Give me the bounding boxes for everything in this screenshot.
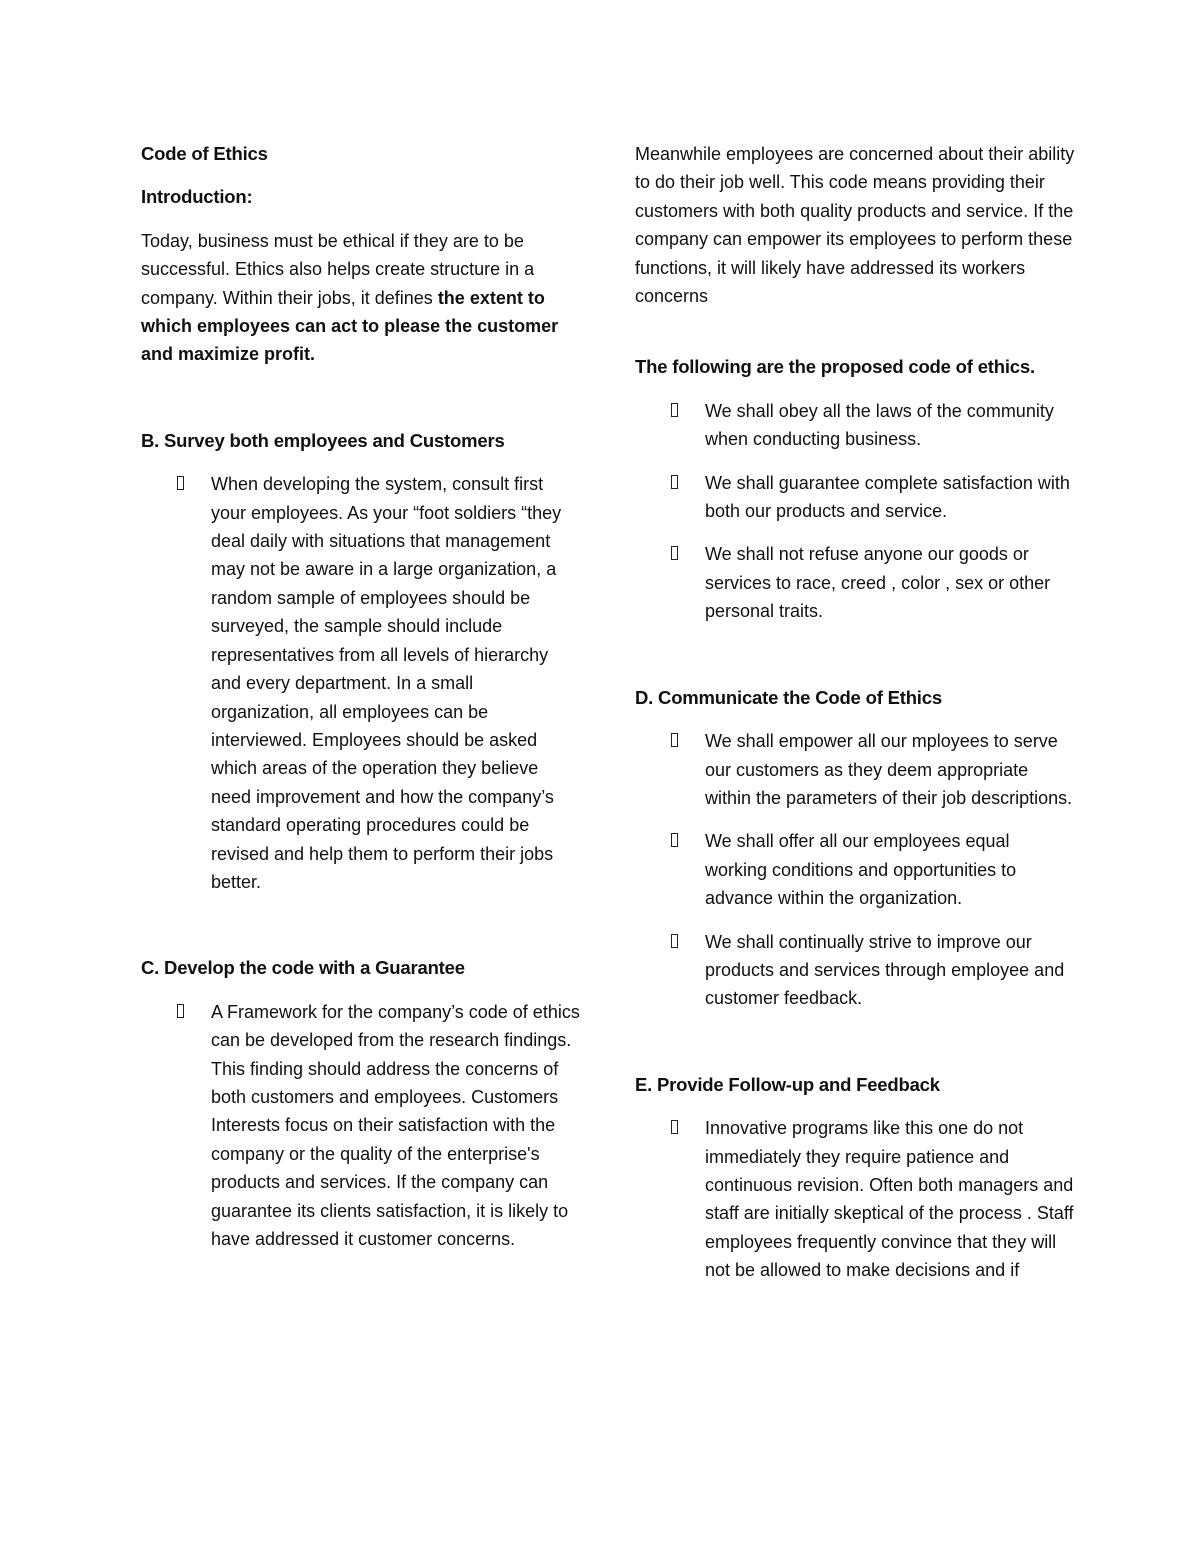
list-item bbox=[635, 1114, 1075, 1284]
introduction-bold-text: the extent to which employees can act to please the customer and maximize profit. bbox=[141, 287, 559, 365]
list-item-text: We shall offer all our employees equal working conditions and opportunities to advance within the organization. bbox=[705, 831, 1017, 909]
list-item bbox=[635, 827, 1075, 912]
proposed-code-list bbox=[635, 397, 1075, 626]
list-item-text: We shall obey all the laws of the community when conducting business. bbox=[705, 400, 1054, 450]
section-b-heading: B. Survey both employees and Customers bbox=[141, 429, 505, 451]
bullet-icon bbox=[671, 546, 678, 560]
list-item bbox=[141, 470, 581, 896]
section-d-heading: D. Communicate the Code of Ethics bbox=[635, 686, 942, 708]
right-intro-paragraph: Meanwhile employees are concerned about their ability to do their job well. This code means providing their customers with both quality products and service. If the company can empower its employees to perform these functions, it will likely have addressed its workers concerns bbox=[635, 144, 1075, 307]
document-title: Code of Ethics bbox=[141, 143, 268, 164]
bullet-icon bbox=[177, 476, 184, 490]
list-item-text: A Framework for the company’s code of ethics can be developed from the research findings. This finding should address the concerns of both customers and employees. Customers Interests focus on their satisfaction with the company or the quality of the enterprise's products and services. If the company can guarantee its clients satisfaction, it is likely to have addressed it customer concerns. bbox=[211, 1001, 580, 1249]
bullet-icon bbox=[177, 1004, 184, 1018]
section-b-list bbox=[141, 470, 581, 896]
list-item-text: We shall guarantee complete satisfaction with both our products and service. bbox=[705, 472, 1070, 522]
list-item-text: Innovative programs like this one do not immediately they require patience and continuous revision. Often both managers and staff are initially skeptical of the process . Staff employees frequently convince that they will not be allowed to make decisions and if bbox=[705, 1118, 1074, 1281]
list-item bbox=[635, 928, 1075, 1013]
list-item bbox=[635, 540, 1075, 625]
list-item bbox=[635, 469, 1075, 526]
proposed-code-heading: The following are the proposed code of ethics. bbox=[635, 356, 1035, 378]
list-item bbox=[635, 727, 1075, 812]
right-column bbox=[635, 140, 1075, 1285]
list-item-text: We shall empower all our mployees to serve our customers as they deem appropriate within the parameters of their job descriptions. bbox=[705, 731, 1073, 808]
list-item-text: We shall not refuse anyone our goods or services to race, creed , color , sex or other personal traits. bbox=[705, 544, 1051, 622]
list-item-text: When developing the system, consult first your employees. As your “foot soldiers “they deal daily with situations that management may not be aware in a large organization, a random sample of employees should be surveyed, the sample should include representatives from all levels of hierarchy and every department. In a small organization, all employees can be interviewed. Employees should be asked which areas of the operation they believe need improvement and how the company’s standard operating procedures could be revised and help them to perform their jobs better. bbox=[211, 474, 562, 892]
section-e-list bbox=[635, 1114, 1075, 1284]
section-e-heading: E. Provide Follow-up and Feedback bbox=[635, 1073, 940, 1095]
introduction-text: Today, business must be ethical if they are to be successful. Ethics also helps create structure in a company. Within their jobs, it defines bbox=[141, 230, 535, 308]
bullet-icon bbox=[671, 733, 678, 747]
bullet-icon bbox=[671, 1120, 678, 1134]
section-c-list bbox=[141, 998, 581, 1254]
bullet-icon bbox=[671, 403, 678, 417]
list-item bbox=[635, 397, 1075, 454]
introduction-paragraph bbox=[141, 227, 581, 369]
introduction-heading: Introduction: bbox=[141, 186, 253, 208]
section-c-heading: C. Develop the code with a Guarantee bbox=[141, 957, 465, 979]
left-column bbox=[141, 140, 581, 1253]
bullet-icon bbox=[671, 475, 678, 489]
bullet-icon bbox=[671, 833, 678, 847]
list-item bbox=[141, 998, 581, 1254]
list-item-text: We shall continually strive to improve our products and services through employee and customer feedback. bbox=[705, 931, 1065, 1009]
section-d-list bbox=[635, 727, 1075, 1013]
bullet-icon bbox=[671, 934, 678, 948]
